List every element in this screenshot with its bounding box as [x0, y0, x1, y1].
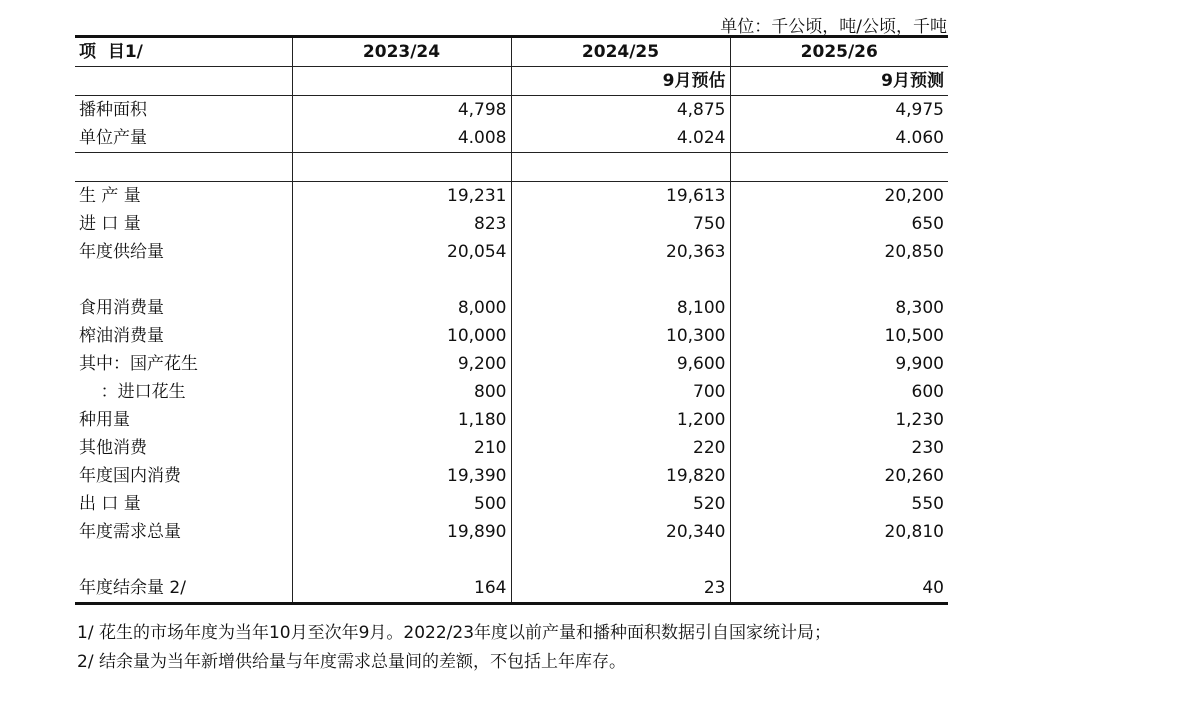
- row-label: [75, 546, 292, 574]
- table-row: [75, 406, 948, 434]
- row-value: [292, 266, 511, 294]
- row-value: [730, 153, 948, 182]
- row-value: [730, 266, 948, 294]
- row-value: [511, 546, 730, 574]
- row-label: 年度需求总量: [79, 522, 181, 542]
- row-value: 19,890: [292, 518, 511, 546]
- table-row: [75, 266, 948, 294]
- row-label: 其他消费: [79, 438, 147, 458]
- row-value: 20,340: [511, 518, 730, 546]
- row-value: 9,900: [730, 350, 948, 378]
- row-value: 750: [511, 210, 730, 238]
- row-value: 10,500: [730, 322, 948, 350]
- table-row: [75, 518, 948, 546]
- header-col: 2024/25: [511, 37, 730, 67]
- row-value: 8,100: [511, 294, 730, 322]
- row-value: 4,798: [292, 96, 511, 125]
- row-value: 10,300: [511, 322, 730, 350]
- row-value: 40: [730, 574, 948, 604]
- unit-label: 单位：千公顷，吨/公顷，千吨: [720, 17, 947, 37]
- header-item: 项 目1/: [75, 37, 292, 67]
- row-label: 年度国内消费: [79, 466, 181, 486]
- row-value: 4,875: [511, 96, 730, 125]
- table-row: [75, 574, 948, 604]
- subheader-row: [75, 67, 948, 96]
- table-row: [75, 182, 948, 211]
- row-value: 4.024: [511, 124, 730, 153]
- table-row: [75, 350, 948, 378]
- row-value: 650: [730, 210, 948, 238]
- table-row: [75, 153, 948, 182]
- row-value: 1,200: [511, 406, 730, 434]
- row-value: 210: [292, 434, 511, 462]
- table-row: [75, 546, 948, 574]
- row-value: 9,200: [292, 350, 511, 378]
- table-row: [75, 462, 948, 490]
- subheader-col: 9月预测: [730, 67, 948, 96]
- row-value: 600: [730, 378, 948, 406]
- row-label: ：进口花生: [79, 382, 186, 402]
- header-row: [75, 37, 948, 67]
- table-row: [75, 434, 948, 462]
- row-value: 4,975: [730, 96, 948, 125]
- row-value: [511, 153, 730, 182]
- row-label: 单位产量: [79, 128, 147, 148]
- row-label: 食用消费量: [79, 298, 164, 318]
- row-value: 19,231: [292, 182, 511, 211]
- row-value: 164: [292, 574, 511, 604]
- row-value: 9,600: [511, 350, 730, 378]
- table-row: [75, 96, 948, 125]
- row-value: 1,230: [730, 406, 948, 434]
- table-row: [75, 124, 948, 153]
- row-value: 23: [511, 574, 730, 604]
- row-value: 8,300: [730, 294, 948, 322]
- row-label: 播种面积: [75, 96, 292, 125]
- row-label: 其中：国产花生: [79, 354, 198, 374]
- row-value: 10,000: [292, 322, 511, 350]
- row-value: 220: [511, 434, 730, 462]
- peanut-balance-table: [75, 35, 948, 605]
- row-value: 4.060: [730, 124, 948, 153]
- header-col: 2023/24: [292, 37, 511, 67]
- row-value: [511, 266, 730, 294]
- row-value: 8,000: [292, 294, 511, 322]
- row-value: 500: [292, 490, 511, 518]
- row-value: 19,820: [511, 462, 730, 490]
- subheader-col: [292, 67, 511, 96]
- row-label: 种用量: [79, 410, 130, 430]
- row-value: 700: [511, 378, 730, 406]
- row-value: 20,810: [730, 518, 948, 546]
- row-value: 20,200: [730, 182, 948, 211]
- row-label: 出 口 量: [79, 494, 141, 514]
- row-value: 4.008: [292, 124, 511, 153]
- row-label: 年度供给量: [79, 242, 164, 262]
- row-value: 823: [292, 210, 511, 238]
- footnote-2: 2/ 结余量为当年新增供给量与年度需求总量间的差额，不包括上年库存。: [77, 652, 626, 672]
- row-value: [730, 546, 948, 574]
- row-value: 20,054: [292, 238, 511, 266]
- row-value: 19,390: [292, 462, 511, 490]
- row-value: 19,613: [511, 182, 730, 211]
- row-value: 1,180: [292, 406, 511, 434]
- row-label: [75, 153, 292, 182]
- row-value: [292, 546, 511, 574]
- row-value: 550: [730, 490, 948, 518]
- header-col: 2025/26: [730, 37, 948, 67]
- footnote-1: 1/ 花生的市场年度为当年10月至次年9月。2022/23年度以前产量和播种面积数据引自国家统计局；: [77, 623, 832, 643]
- subheader-col: 9月预估: [511, 67, 730, 96]
- table-row: [75, 378, 948, 406]
- row-label: [75, 266, 292, 294]
- row-value: 230: [730, 434, 948, 462]
- table-row: [75, 322, 948, 350]
- row-label: 榨油消费量: [79, 326, 164, 346]
- row-value: 520: [511, 490, 730, 518]
- row-label: 进 口 量: [79, 214, 141, 234]
- table-row: [75, 294, 948, 322]
- row-value: 20,363: [511, 238, 730, 266]
- row-value: 20,850: [730, 238, 948, 266]
- row-value: 20,260: [730, 462, 948, 490]
- row-label: 年度结余量 2/: [75, 574, 292, 604]
- table-row: [75, 210, 948, 238]
- row-label: 生 产 量: [75, 182, 292, 211]
- table-row: [75, 238, 948, 266]
- blank-cell: [75, 67, 292, 96]
- row-value: [292, 153, 511, 182]
- table-row: [75, 490, 948, 518]
- row-value: 800: [292, 378, 511, 406]
